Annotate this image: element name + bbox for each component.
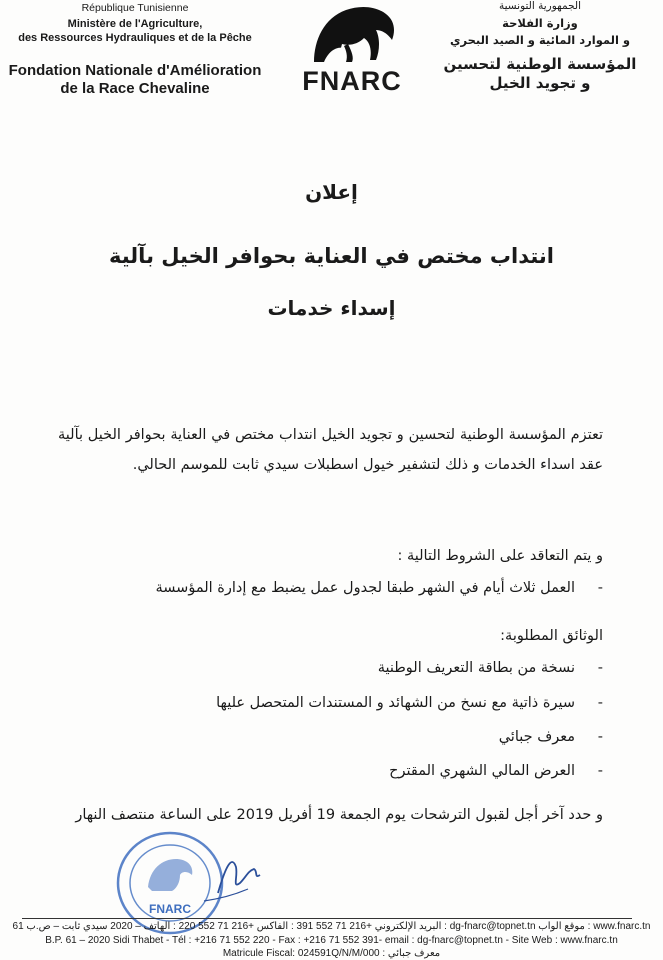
republic-fr: République Tunisienne [81,2,189,14]
list-dash: - [597,763,603,779]
document-item [499,729,603,745]
condition-text: العمل ثلاث أيام في الشهر طبقا لجدول عمل يضبط مع إدارة المؤسسة [155,580,575,596]
footer-fiscal-id: Matricule Fiscal: 024591Q/N/M/000 : معرف جبائي [222,948,441,959]
document-item [216,695,603,711]
ministry-ar-line2: و الموارد المائية و الصيد البحري [449,33,631,47]
footer-divider [22,918,632,919]
conditions-intro: و يتم التعاقد على الشروط التالية : [397,548,603,564]
ministry-ar-line1: وزارة الفلاحة [502,16,578,30]
republic-ar: الجمهورية التونسية [499,0,581,12]
document-item [389,763,603,779]
document-text: العرض المالي الشهري المقترح [389,763,575,779]
footer-french-line: B.P. 61 – 2020 Sidi Thabet - Tél : +216 71 552 220 - Fax : +216 71 552 391- email : dg-fnarc@topnet.tn - Site Web : www.fnarc.tn [45,935,618,946]
deadline-paragraph: و حدد آخر أجل لقبول الترشحات يوم الجمعة 19 أفريل 2019 على الساعة منتصف النهار [75,807,603,823]
foundation-ar-line1: المؤسسة الوطنية لتحسين [443,55,637,73]
foundation-fr-line1: Fondation Nationale d'Amélioration [8,62,262,79]
document-text: سيرة ذاتية مع نسخ من الشهائد و المستندات المتحصل عليها [216,695,575,711]
ministry-fr-line1: Ministère de l'Agriculture, [67,18,203,30]
ministry-fr-line2: des Ressources Hydrauliques et de la Pêche [18,32,252,44]
intro-paragraph: تعتزم المؤسسة الوطنية لتحسين و تجويد الخيل انتداب مختص في العناية بحوافر الخيل بآلية عقد اسداء الخدمات و ذلك لتشفير خيول اسطبلات سيدي ثابت للموسم الحالي. [58,427,603,473]
announcement-title: إعلان [305,180,358,204]
foundation-fr-line2: de la Race Chevaline [60,80,210,97]
logo-text: FNARC [302,66,402,96]
list-dash: - [597,695,603,711]
footer-arabic-line: www.fnarc.tn : موقع الواب dg-fnarc@topnet.tn : البريد الإلكتروني +216 71 552 391 : الفاكس +216 71 552 220 : الهاتف – 2020 سيدي ثابت – ص.ب 61 [12,921,651,932]
list-dash: - [597,660,603,676]
list-dash: - [597,580,603,596]
list-dash: - [597,729,603,745]
document-text: معرف جبائي [498,729,575,745]
document-text: نسخة من بطاقة التعريف الوطنية [377,660,575,676]
stamp-text: FNARC [149,902,191,916]
foundation-ar-line2: و تجويد الخيل [489,74,591,92]
documents-title: الوثائق المطلوبة: [500,628,603,644]
sub-title: إسداء خدمات [267,296,396,320]
condition-item [155,580,603,596]
main-title: انتداب مختص في العناية بحوافر الخيل بآلية [108,244,555,268]
document-item [378,660,603,676]
